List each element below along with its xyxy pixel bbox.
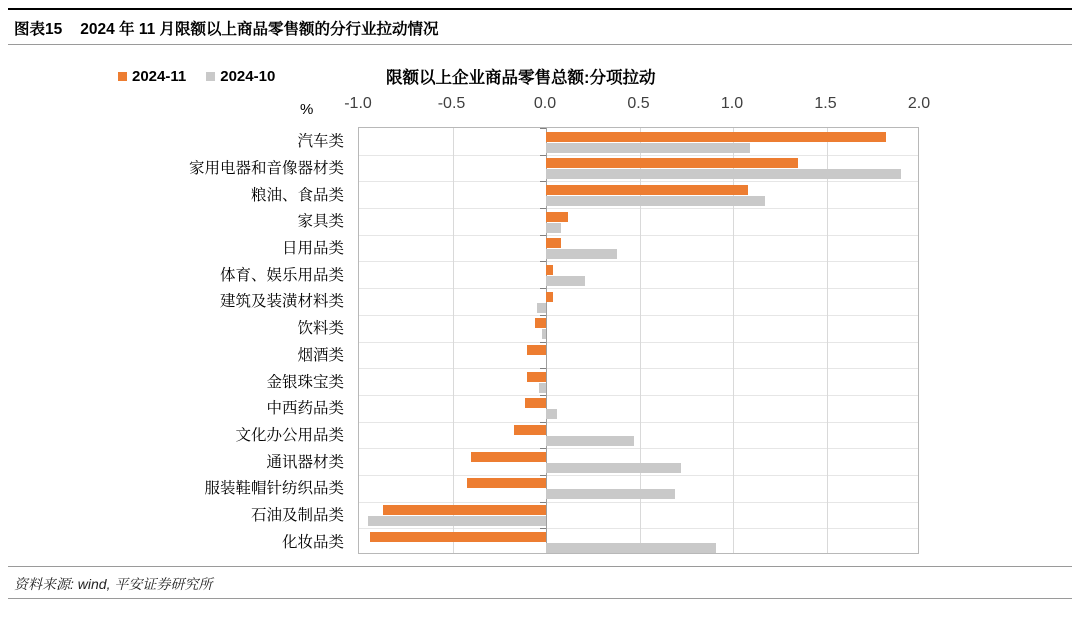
category-label-3: 家具类	[297, 213, 344, 231]
legend-swatch-2024-11	[118, 72, 127, 81]
bar-2024-10-日用品类	[546, 249, 617, 259]
bar-2024-10-金银珠宝类	[539, 383, 546, 393]
bar-2024-11-日用品类	[546, 238, 561, 248]
chart-legend	[118, 68, 275, 85]
category-label-14: 石油及制品类	[250, 506, 344, 524]
x-axis-tick-labels	[0, 95, 1080, 117]
category-label-10: 中西药品类	[266, 400, 344, 418]
bar-2024-10-家用电器和音像器材类	[546, 169, 901, 179]
category-label-8: 烟酒类	[297, 346, 344, 364]
chart-title: 限额以上企业商品零售总额:分项拉动	[386, 69, 656, 87]
bar-row	[359, 422, 918, 449]
bar-2024-11-金银珠宝类	[527, 372, 546, 382]
header-rule-bottom	[8, 44, 1072, 45]
x-tick-2: 0.0	[533, 95, 557, 112]
bar-2024-10-汽车类	[546, 143, 750, 153]
axis-tick-mark-12	[540, 448, 546, 449]
bar-2024-10-家具类	[546, 223, 561, 233]
figure-title: 2024 年 11 月限额以上商品零售额的分行业拉动情况	[80, 21, 439, 38]
axis-tick-mark-8	[540, 342, 546, 343]
bar-row	[359, 155, 918, 182]
axis-tick-mark-7	[540, 315, 546, 316]
category-label-13: 服装鞋帽针纺织品类	[204, 480, 344, 498]
source-note: 资料来源: wind, 平安证券研究所	[14, 576, 213, 592]
bar-2024-11-石油及制品类	[383, 505, 546, 515]
category-label-4: 日用品类	[281, 240, 344, 258]
bar-row	[359, 235, 918, 262]
axis-tick-mark-5	[540, 261, 546, 262]
axis-tick-mark-10	[540, 395, 546, 396]
axis-tick-mark-11	[540, 422, 546, 423]
axis-tick-mark-3	[540, 208, 546, 209]
bar-2024-11-粮油、食品类	[546, 185, 748, 195]
x-tick-4: 1.0	[720, 95, 744, 112]
bar-2024-10-化妆品类	[546, 543, 716, 553]
axis-tick-mark-2	[540, 181, 546, 182]
axis-tick-mark-0	[540, 128, 546, 129]
category-label-12: 通讯器材类	[266, 453, 344, 471]
bar-2024-10-文化办公用品类	[546, 436, 634, 446]
bar-row	[359, 128, 918, 155]
footer-rule-top	[8, 566, 1072, 567]
header-rule-top	[8, 8, 1072, 10]
bar-row	[359, 288, 918, 315]
bar-row	[359, 261, 918, 288]
bar-2024-11-家具类	[546, 212, 568, 222]
legend-item-1[interactable]	[206, 68, 275, 85]
legend-label-2024-10: 2024-10	[220, 68, 276, 85]
category-label-15: 化妆品类	[281, 533, 344, 551]
bar-2024-10-通讯器材类	[546, 463, 681, 473]
bar-2024-10-服装鞋帽针纺织品类	[546, 489, 675, 499]
bar-row	[359, 342, 918, 369]
axis-tick-mark-15	[540, 528, 546, 529]
category-label-0: 汽车类	[297, 133, 344, 151]
x-tick-0: -1.0	[344, 95, 372, 112]
bar-row	[359, 528, 918, 555]
x-tick-6: 2.0	[907, 95, 931, 112]
category-label-2: 粮油、食品类	[250, 186, 344, 204]
y-axis-category-labels	[0, 127, 352, 554]
bar-2024-11-建筑及装潢材料类	[546, 292, 553, 302]
bar-2024-11-家用电器和音像器材类	[546, 158, 798, 168]
bar-2024-11-汽车类	[546, 132, 886, 142]
axis-tick-mark-1	[540, 155, 546, 156]
category-label-5: 体育、娱乐用品类	[219, 266, 344, 284]
category-label-7: 饮料类	[297, 320, 344, 338]
axis-tick-mark-14	[540, 502, 546, 503]
bar-2024-11-化妆品类	[370, 532, 546, 542]
plot-area	[358, 127, 919, 554]
category-label-11: 文化办公用品类	[235, 426, 344, 444]
bar-row	[359, 208, 918, 235]
category-label-6: 建筑及装潢材料类	[219, 293, 344, 311]
bar-2024-11-通讯器材类	[471, 452, 546, 462]
bar-2024-10-体育、娱乐用品类	[546, 276, 585, 286]
bar-2024-10-粮油、食品类	[546, 196, 765, 206]
legend-label-2024-11: 2024-11	[132, 68, 187, 85]
bar-2024-10-饮料类	[542, 329, 546, 339]
bar-row	[359, 395, 918, 422]
legend-item-0[interactable]	[118, 68, 186, 85]
axis-unit-label: %	[300, 101, 314, 118]
x-tick-3: 0.5	[627, 95, 650, 112]
axis-tick-mark-6	[540, 288, 546, 289]
bar-2024-11-中西药品类	[525, 398, 546, 408]
axis-tick-mark-4	[540, 235, 546, 236]
bar-2024-11-饮料类	[535, 318, 546, 328]
bar-rows	[359, 128, 918, 553]
axis-tick-mark-9	[540, 368, 546, 369]
bar-2024-10-建筑及装潢材料类	[537, 303, 546, 313]
category-label-1: 家用电器和音像器材类	[188, 160, 344, 178]
bar-2024-11-文化办公用品类	[514, 425, 546, 435]
bar-row	[359, 475, 918, 502]
category-label-9: 金银珠宝类	[266, 373, 344, 391]
bar-2024-11-服装鞋帽针纺织品类	[467, 478, 546, 488]
bar-2024-10-中西药品类	[546, 409, 557, 419]
bar-row	[359, 368, 918, 395]
footer-rule-bottom	[8, 598, 1072, 599]
bar-2024-11-烟酒类	[527, 345, 546, 355]
bar-row	[359, 315, 918, 342]
legend-swatch-2024-10	[206, 72, 215, 81]
axis-tick-mark-13	[540, 475, 546, 476]
bar-row	[359, 502, 918, 529]
bar-2024-10-石油及制品类	[368, 516, 546, 526]
x-tick-1: -0.5	[437, 95, 466, 112]
bar-row	[359, 181, 918, 208]
x-tick-5: 1.5	[814, 95, 837, 112]
bar-row	[359, 448, 918, 475]
page-title	[14, 17, 439, 39]
figure-number: 图表15	[14, 21, 63, 38]
bar-2024-11-体育、娱乐用品类	[546, 265, 553, 275]
